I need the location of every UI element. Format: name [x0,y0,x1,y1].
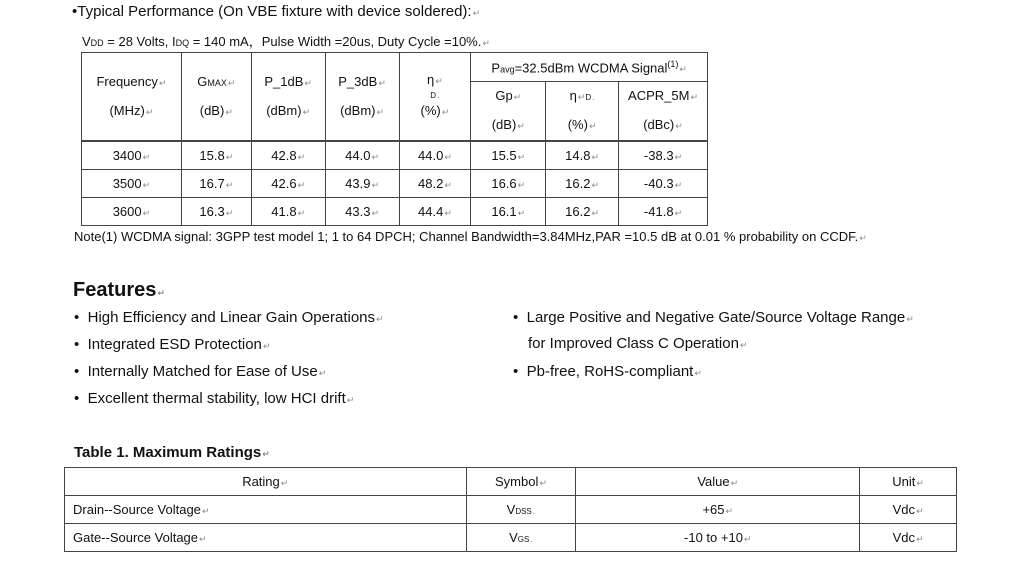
gmax-cell: 16.3↵ [181,197,251,225]
acpr-cell: -38.3↵ [619,141,708,169]
header-efficiency: η↵ D. (%)↵ [399,53,471,142]
header-unit: Unit↵ [860,468,957,496]
gmax-cell: 16.7↵ [181,169,251,197]
gp-cell: 16.1↵ [471,197,546,225]
feature-item-continuation: for Improved Class C Operation↵ [528,335,748,352]
header-acpr: ACPR_5M↵ (dBc)↵ [619,82,708,142]
acpr-cell: -41.8↵ [619,197,708,225]
p1db-cell: 41.8↵ [251,197,325,225]
header-value: Value↵ [576,468,860,496]
frequency-cell: 3500↵ [82,169,182,197]
efficiency-cell: 48.2↵ [399,169,471,197]
efficiency-cell: 44.0↵ [399,141,471,169]
features-title: Features↵ [73,279,165,301]
table-row [82,197,708,225]
gp-cell: 15.5↵ [471,141,546,169]
feature-item: • Excellent thermal stability, low HCI drift↵ [74,390,355,407]
p3db-cell: 43.3↵ [325,197,399,225]
ratings-table-title: Table 1. Maximum Ratings↵ [74,444,270,461]
table-row [65,524,957,552]
value-cell: -10 to +10↵ [576,524,860,552]
unit-cell: Vdc↵ [860,524,957,552]
ratings-table [64,467,957,552]
rating-cell: Gate--Source Voltage↵ [65,524,467,552]
table-row [82,169,708,197]
heading-text: Typical Performance (On VBE fixture with device soldered): [77,3,472,20]
header-efficiency-wcdma: η↵D. (%)↵ [546,82,619,142]
gmax-cell: 15.8↵ [181,141,251,169]
performance-table [81,52,708,226]
p3db-cell: 44.0↵ [325,141,399,169]
symbol-cell: VGS. [466,524,576,552]
symbol-cell: VDSS. [466,496,576,524]
table-row [82,141,708,169]
efficiency-wcdma-cell: 16.2↵ [546,197,619,225]
efficiency-cell: 44.4↵ [399,197,471,225]
p1db-cell: 42.8↵ [251,141,325,169]
unit-cell: Vdc↵ [860,496,957,524]
value-cell: +65↵ [576,496,860,524]
feature-item: • Internally Matched for Ease of Use↵ [74,363,327,380]
header-p1db: P_1dB↵ (dBm)↵ [251,53,325,142]
test-conditions: VDD = 28 Volts, IDQ = 140 mA，Pulse Width =20us, Duty Cycle =10%.↵ [82,34,490,49]
wcdma-note: Note(1) WCDMA signal: 3GPP test model 1; 1 to 64 DPCH; Channel Bandwidth=3.84MHz,PAR =10.5 dB at 0.01 % probability on CCDF.↵ [74,229,867,244]
feature-item: • Large Positive and Negative Gate/Source Voltage Range↵ [513,309,914,326]
p1db-cell: 42.6↵ [251,169,325,197]
header-wcdma-group: Pavg=32.5dBm WCDMA Signal$^{(1)}$↵ [471,53,708,82]
frequency-cell: 3600↵ [82,197,182,225]
efficiency-wcdma-cell: 14.8↵ [546,141,619,169]
heading-bullet: • [72,3,78,20]
feature-item: • High Efficiency and Linear Gain Operations↵ [74,309,384,326]
header-rating: Rating↵ [65,468,467,496]
header-gp: Gp↵ (dB)↵ [471,82,546,142]
header-p3db: P_3dB↵ (dBm)↵ [325,53,399,142]
gp-cell: 16.6↵ [471,169,546,197]
feature-item: • Pb-free, RoHS-compliant↵ [513,363,702,380]
p3db-cell: 43.9↵ [325,169,399,197]
efficiency-wcdma-cell: 16.2↵ [546,169,619,197]
feature-item: • Integrated ESD Protection↵ [74,336,271,353]
header-frequency: Frequency↵ (MHz)↵ [82,53,182,142]
header-gmax: GMAX↵ (dB)↵ [181,53,251,142]
header-symbol: Symbol↵ [466,468,576,496]
rating-cell: Drain--Source Voltage↵ [65,496,467,524]
performance-table-body [82,141,708,225]
acpr-cell: -40.3↵ [619,169,708,197]
performance-heading: •Typical Performance (On VBE fixture with device soldered):↵ [72,3,481,20]
frequency-cell: 3400↵ [82,141,182,169]
table-row [65,496,957,524]
